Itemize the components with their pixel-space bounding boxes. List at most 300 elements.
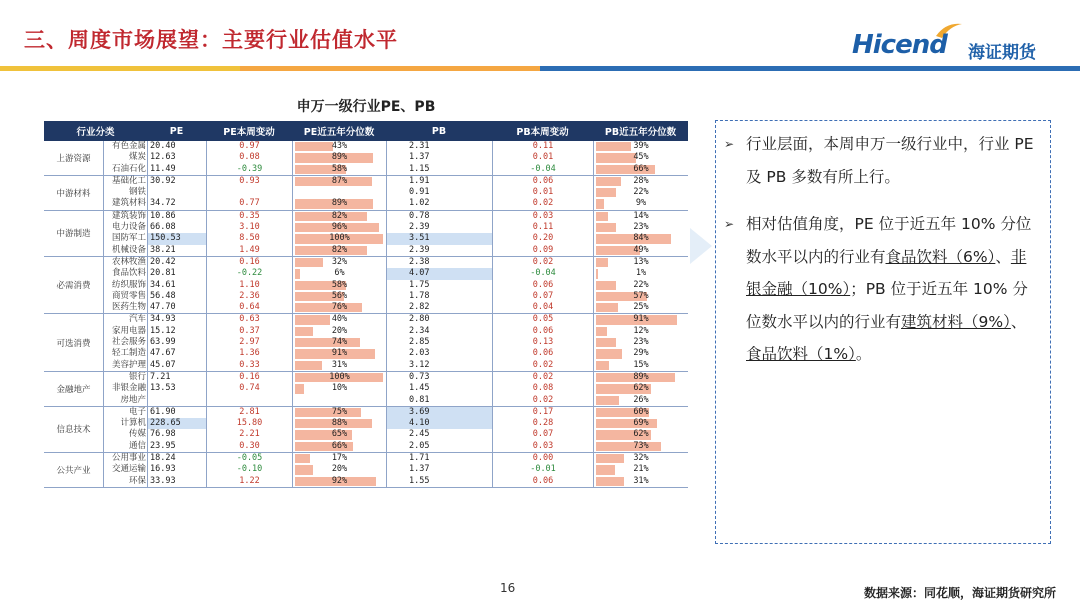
- pb-percentile-cell: [593, 429, 688, 440]
- table-row: [104, 245, 688, 256]
- header-pb: PB: [431, 125, 447, 137]
- pe-percentile-text: 82%: [331, 244, 348, 255]
- pb-change: -0.01: [492, 464, 593, 475]
- industry-name: 交通运输: [111, 464, 146, 475]
- pe-percentile-cell: [292, 152, 386, 163]
- pe-value: 76.98: [147, 429, 206, 440]
- pb-percentile-text: 39%: [633, 141, 649, 151]
- pe-change: 1.10: [206, 280, 292, 291]
- pb-percentile-text: 89%: [633, 371, 649, 382]
- pb-percentile-cell: [593, 211, 688, 222]
- group-label: 中游制造: [44, 211, 104, 256]
- pe-percentile-text: 20%: [331, 325, 348, 336]
- table-body: [44, 141, 688, 488]
- pb-value: 0.78: [386, 211, 492, 222]
- header-divider: [0, 64, 1080, 72]
- industry-name: 房地产: [120, 394, 146, 405]
- pe-value: 45.07: [147, 360, 206, 371]
- pe-change: 0.16: [206, 372, 292, 383]
- pe-change: 0.35: [206, 211, 292, 222]
- pb-value: 0.73: [386, 372, 492, 383]
- pb-percentile-cell: [593, 418, 688, 429]
- pe-percentile-cell: [292, 176, 386, 187]
- note-text-2: [746, 208, 1036, 371]
- pe-percentile-text: 75%: [331, 406, 348, 417]
- pb-change: 0.17: [492, 407, 593, 418]
- brand-logo: [852, 18, 1062, 66]
- table-row: [104, 176, 688, 187]
- header-industry: 行业分类: [76, 127, 115, 138]
- valuation-table: [44, 121, 688, 488]
- pe-percentile-text: 20%: [331, 464, 348, 475]
- pe-change: -0.10: [206, 464, 292, 475]
- industry-name: 计算机: [120, 418, 146, 429]
- pb-change: 0.06: [492, 348, 593, 359]
- pe-percentile-cell: [292, 245, 386, 256]
- pb-value: 2.80: [386, 314, 492, 325]
- note-text-part: 、: [1010, 312, 1027, 331]
- group-label: 必需消费: [44, 257, 104, 313]
- pb-value: 1.02: [386, 198, 492, 209]
- pb-change: 0.09: [492, 245, 593, 256]
- pb-percentile-text: 1%: [635, 268, 647, 279]
- page-title: 三、周度市场展望：主要行业估值水平: [24, 28, 398, 52]
- pb-percentile-cell: [593, 245, 688, 256]
- pb-percentile-text: 49%: [633, 244, 649, 255]
- pe-change: 15.80: [206, 418, 292, 429]
- pb-change: 0.11: [492, 222, 593, 233]
- group-label: 可选消费: [44, 314, 104, 370]
- group-label: 信息技术: [44, 407, 104, 452]
- note-text-part: 相对估值角度，PE 位于近五年 10% 分位数水平以内的行业有: [746, 215, 1032, 266]
- pb-value: 4.07: [386, 268, 492, 279]
- note-text-part: 。: [855, 345, 872, 363]
- pb-percentile-text: 60%: [633, 406, 649, 417]
- pb-percentile-cell: [593, 187, 688, 198]
- arrow-bullet-icon: ➢: [724, 137, 735, 151]
- pb-value: 4.10: [386, 418, 492, 429]
- pb-percentile-text: 15%: [633, 359, 649, 370]
- pb-change: -0.04: [492, 268, 593, 279]
- pe-percentile-cell: [292, 314, 386, 325]
- pb-percentile-cell: [593, 407, 688, 418]
- header-pb-change: PB本周变动: [516, 127, 569, 138]
- pb-percentile-text: 14%: [633, 210, 649, 221]
- pe-change: 2.36: [206, 291, 292, 302]
- pb-change: 0.11: [492, 141, 593, 152]
- pb-change: 0.13: [492, 337, 593, 348]
- industry-name: 有色金属: [111, 141, 146, 151]
- pe-change: 2.81: [206, 407, 292, 418]
- pb-percentile-cell: [593, 257, 688, 268]
- pb-value: 1.15: [386, 164, 492, 175]
- pb-percentile-text: 73%: [633, 440, 649, 451]
- industry-name: 传媒: [128, 429, 146, 440]
- pb-percentile-cell: [593, 383, 688, 394]
- table-row: [104, 464, 688, 475]
- pe-percentile-text: 89%: [331, 152, 348, 163]
- pe-percentile-cell: [292, 257, 386, 268]
- table-row: [104, 326, 688, 337]
- pe-percentile-cell: [292, 372, 386, 383]
- pb-percentile-cell: [593, 360, 688, 371]
- pb-value: 1.91: [386, 176, 492, 187]
- pb-percentile-cell: [593, 233, 688, 244]
- table-row: [104, 372, 688, 383]
- industry-name: 机械设备: [111, 244, 146, 255]
- pe-value: 33.93: [147, 476, 206, 487]
- industry-name: 国防军工: [111, 233, 146, 244]
- pb-percentile-text: 29%: [633, 348, 649, 359]
- pe-value: 12.63: [147, 152, 206, 163]
- pe-percentile-cell: [292, 395, 386, 406]
- pe-percentile-cell: [292, 326, 386, 337]
- pb-percentile-text: 26%: [633, 394, 649, 405]
- logo-cn-text: 海证期货: [968, 43, 1036, 63]
- pe-percentile-cell: [292, 268, 386, 279]
- pb-value: 1.71: [386, 453, 492, 464]
- chevron-right-icon: [688, 226, 714, 266]
- pb-percentile-text: 62%: [633, 383, 649, 394]
- table-row: [104, 268, 688, 279]
- pb-value: 3.12: [386, 360, 492, 371]
- pb-percentile-text: 21%: [633, 464, 649, 475]
- pe-percentile-text: 100%: [329, 371, 350, 382]
- note-text-part: ；PB 位于近五年 10% 分位数水平以内的行业有: [746, 280, 1028, 331]
- pb-value: 2.45: [386, 429, 492, 440]
- pb-value: 1.75: [386, 280, 492, 291]
- pb-change: 0.02: [492, 372, 593, 383]
- pb-value: 1.78: [386, 291, 492, 302]
- table-row: [104, 152, 688, 163]
- industry-name: 医药生物: [111, 302, 146, 313]
- pe-percentile-cell: [292, 198, 386, 209]
- pe-change: -0.05: [206, 453, 292, 464]
- pe-value: 10.86: [147, 211, 206, 222]
- industry-name: 非银金融: [111, 383, 146, 394]
- pb-change: 0.06: [492, 280, 593, 291]
- pb-percentile-text: 45%: [633, 152, 649, 163]
- pb-percentile-cell: [593, 372, 688, 383]
- pe-value: 15.12: [147, 326, 206, 337]
- pb-change: 0.06: [492, 326, 593, 337]
- pb-percentile-text: 25%: [633, 302, 649, 313]
- pb-value: 2.34: [386, 326, 492, 337]
- pe-value: 20.81: [147, 268, 206, 279]
- arrow-bullet-icon: ➢: [724, 217, 735, 231]
- note-highlight: 建筑材料（9%）: [901, 312, 1011, 331]
- pb-percentile-cell: [593, 222, 688, 233]
- pb-percentile-cell: [593, 476, 688, 487]
- pb-value: 3.69: [386, 407, 492, 418]
- pb-percentile-cell: [593, 176, 688, 187]
- pb-percentile-cell: [593, 441, 688, 452]
- industry-name: 银行: [128, 371, 146, 382]
- group-label: 中游材料: [44, 176, 104, 210]
- table-row: [104, 348, 688, 359]
- table-row: [104, 441, 688, 452]
- pb-change: 0.02: [492, 198, 593, 209]
- table-row: [104, 383, 688, 394]
- pb-percentile-cell: [593, 268, 688, 279]
- pb-value: 2.85: [386, 337, 492, 348]
- table-row: [104, 476, 688, 487]
- pb-percentile-text: 28%: [633, 175, 649, 186]
- pe-change: 0.63: [206, 314, 292, 325]
- pb-value: 1.37: [386, 152, 492, 163]
- note-highlight: 食品饮料（6%）: [885, 247, 996, 266]
- pb-percentile-cell: [593, 302, 688, 313]
- table-row: [104, 280, 688, 291]
- pb-change: 0.06: [492, 176, 593, 187]
- pe-change: 0.77: [206, 198, 292, 209]
- pb-percentile-cell: [593, 280, 688, 291]
- pe-percentile-text: 88%: [331, 418, 348, 429]
- industry-name: 石油石化: [111, 163, 146, 174]
- pb-percentile-text: 22%: [633, 187, 649, 198]
- table-row: [104, 418, 688, 429]
- note-text-1: 行业层面，本周申万一级行业中，行业 PE 及 PB 多数有所上行。: [746, 135, 1034, 186]
- pb-value: 0.81: [386, 395, 492, 406]
- pe-value: 66.08: [147, 222, 206, 233]
- pe-percentile-text: 92%: [331, 475, 348, 486]
- pe-percentile-text: 89%: [331, 198, 348, 209]
- pe-value: 23.95: [147, 441, 206, 452]
- pe-percentile-cell: [292, 141, 386, 152]
- industry-name: 农林牧渔: [111, 256, 146, 267]
- pe-change: 2.21: [206, 429, 292, 440]
- pb-percentile-cell: [593, 464, 688, 475]
- industry-name: 电力设备: [111, 222, 146, 233]
- pb-value: 2.03: [386, 348, 492, 359]
- pe-change: 0.08: [206, 152, 292, 163]
- pe-percentile-cell: [292, 453, 386, 464]
- pb-percentile-text: 13%: [633, 256, 649, 267]
- pe-percentile-cell: [292, 337, 386, 348]
- industry-name: 钢铁: [128, 187, 146, 198]
- pb-change: 0.08: [492, 383, 593, 394]
- pe-percentile-text: 100%: [329, 233, 350, 244]
- table-row: [104, 429, 688, 440]
- pe-change: 8.50: [206, 233, 292, 244]
- pb-percentile-text: 23%: [633, 222, 649, 233]
- pb-change: 0.02: [492, 395, 593, 406]
- pb-percentile-text: 62%: [633, 429, 649, 440]
- pe-percentile-cell: [292, 222, 386, 233]
- table-row: [104, 187, 688, 198]
- table-row: [104, 222, 688, 233]
- table-header: [44, 121, 688, 141]
- table-group: [44, 407, 688, 453]
- table-title: 申万一级行业PE、PB: [296, 99, 436, 115]
- pe-value: 13.53: [147, 383, 206, 394]
- pb-percentile-cell: [593, 291, 688, 302]
- pb-value: 1.55: [386, 476, 492, 487]
- pb-percentile-cell: [593, 164, 688, 175]
- table-group: [44, 211, 688, 257]
- pe-change: 0.16: [206, 257, 292, 268]
- pb-percentile-text: 31%: [633, 475, 649, 486]
- pb-percentile-text: 69%: [633, 418, 649, 429]
- pe-percentile-cell: [292, 187, 386, 198]
- pe-change: 3.10: [206, 222, 292, 233]
- pe-value: 20.42: [147, 257, 206, 268]
- pe-value: 34.93: [147, 314, 206, 325]
- pe-percentile-cell: [292, 429, 386, 440]
- pe-value: 228.65: [147, 418, 206, 429]
- industry-name: 建筑材料: [111, 198, 146, 209]
- pe-change: 1.36: [206, 348, 292, 359]
- industry-name: 环保: [128, 475, 146, 486]
- pb-change: 0.05: [492, 314, 593, 325]
- pb-change: 0.02: [492, 257, 593, 268]
- table-row: [104, 407, 688, 418]
- pe-value: 11.49: [147, 164, 206, 175]
- table-row: [104, 395, 688, 406]
- pe-percentile-cell: [292, 233, 386, 244]
- table-row: [104, 164, 688, 175]
- note-bullet-1: [724, 128, 1036, 193]
- industry-name: 煤炭: [128, 152, 146, 163]
- pe-change: 1.22: [206, 476, 292, 487]
- pb-percentile-cell: [593, 348, 688, 359]
- pe-change: 1.49: [206, 245, 292, 256]
- pe-percentile-text: 31%: [331, 359, 348, 370]
- pb-change: 0.28: [492, 418, 593, 429]
- pb-value: 2.39: [386, 222, 492, 233]
- pe-percentile-text: 17%: [331, 453, 348, 464]
- pb-percentile-cell: [593, 314, 688, 325]
- header-pe-percentile: PE近五年分位数: [303, 127, 375, 138]
- pe-percentile-text: 66%: [331, 440, 348, 451]
- pe-change: [206, 395, 292, 406]
- industry-name: 纺织服饰: [111, 279, 146, 290]
- table-group: [44, 372, 688, 407]
- pe-value: 18.24: [147, 453, 206, 464]
- table-row: [104, 360, 688, 371]
- pe-percentile-text: 58%: [331, 279, 348, 290]
- pe-value: 20.40: [147, 141, 206, 152]
- table-row: [104, 233, 688, 244]
- header-pe: PE: [169, 125, 184, 137]
- table-row: [104, 291, 688, 302]
- table-row: [104, 198, 688, 209]
- pb-percentile-text: 66%: [633, 163, 649, 174]
- data-source: 数据来源：同花顺，海证期货研究所: [863, 586, 1056, 600]
- industry-name: 食品饮料: [111, 268, 146, 279]
- header-pe-change: PE本周变动: [223, 127, 275, 138]
- pe-value: 63.99: [147, 337, 206, 348]
- pb-change: 0.01: [492, 187, 593, 198]
- pb-change: 0.04: [492, 302, 593, 313]
- pe-percentile-cell: [292, 464, 386, 475]
- group-label: 公共产业: [44, 453, 104, 487]
- pe-value: 7.21: [147, 372, 206, 383]
- industry-name: 汽车: [128, 314, 146, 325]
- logo-brand-text: Hicend: [852, 30, 947, 60]
- pb-value: 2.82: [386, 302, 492, 313]
- table-row: [104, 211, 688, 222]
- pe-percentile-text: 40%: [331, 314, 348, 325]
- pb-value: 1.37: [386, 464, 492, 475]
- pe-percentile-text: 58%: [331, 163, 348, 174]
- table-group: [44, 453, 688, 488]
- pe-value: [147, 187, 206, 198]
- pe-value: 30.92: [147, 176, 206, 187]
- pb-percentile-text: 23%: [633, 337, 649, 348]
- pe-change: 0.33: [206, 360, 292, 371]
- pb-percentile-text: 9%: [635, 198, 647, 209]
- industry-name: 社会服务: [111, 337, 146, 348]
- pe-change: -0.39: [206, 164, 292, 175]
- pb-percentile-text: 32%: [633, 453, 649, 464]
- pe-percentile-text: 32%: [331, 256, 348, 267]
- note-highlight: 食品饮料（1%）: [746, 345, 856, 363]
- pb-value: 2.31: [386, 141, 492, 152]
- pb-value: 3.51: [386, 233, 492, 244]
- page-number: 16: [500, 581, 516, 595]
- industry-name: 建筑装饰: [111, 210, 146, 221]
- pe-value: 47.70: [147, 302, 206, 313]
- table-row: [104, 337, 688, 348]
- pe-percentile-cell: [292, 302, 386, 313]
- pe-change: 0.30: [206, 441, 292, 452]
- pb-value: 2.39: [386, 245, 492, 256]
- pb-value: 1.45: [386, 383, 492, 394]
- table-group: [44, 314, 688, 371]
- pb-change: 0.03: [492, 441, 593, 452]
- pe-change: 0.97: [206, 141, 292, 152]
- pe-change: 0.37: [206, 326, 292, 337]
- pe-percentile-text: 74%: [331, 337, 348, 348]
- pe-value: 34.72: [147, 198, 206, 209]
- pe-percentile-cell: [292, 383, 386, 394]
- header-pb-percentile: PB近五年分位数: [604, 127, 677, 138]
- industry-name: 商贸零售: [111, 290, 146, 301]
- pe-change: 0.74: [206, 383, 292, 394]
- note-text-part: 、: [995, 247, 1011, 266]
- pe-percentile-text: 91%: [331, 348, 348, 359]
- pe-percentile-cell: [292, 291, 386, 302]
- pb-change: -0.04: [492, 164, 593, 175]
- pe-change: [206, 187, 292, 198]
- industry-name: 公用事业: [111, 453, 146, 464]
- table-row: [104, 257, 688, 268]
- pb-percentile-cell: [593, 152, 688, 163]
- pb-percentile-text: 22%: [633, 279, 649, 290]
- pe-value: 34.61: [147, 280, 206, 291]
- group-label: 上游资源: [44, 141, 104, 175]
- pe-percentile-text: 76%: [331, 302, 348, 313]
- pe-percentile-text: 96%: [331, 222, 348, 233]
- pb-change: 0.01: [492, 152, 593, 163]
- table-row: [104, 141, 688, 152]
- pb-value: 2.05: [386, 441, 492, 452]
- pe-value: 56.48: [147, 291, 206, 302]
- pe-percentile-cell: [292, 280, 386, 291]
- industry-name: 家用电器: [111, 325, 146, 336]
- pb-percentile-cell: [593, 326, 688, 337]
- pb-percentile-cell: [593, 453, 688, 464]
- table-group: [44, 141, 688, 176]
- industry-name: 轻工制造: [111, 348, 146, 359]
- pb-percentile-cell: [593, 395, 688, 406]
- pe-change: 2.97: [206, 337, 292, 348]
- pe-change: 0.93: [206, 176, 292, 187]
- pb-change: 0.00: [492, 453, 593, 464]
- pb-percentile-cell: [593, 198, 688, 209]
- pb-percentile-cell: [593, 337, 688, 348]
